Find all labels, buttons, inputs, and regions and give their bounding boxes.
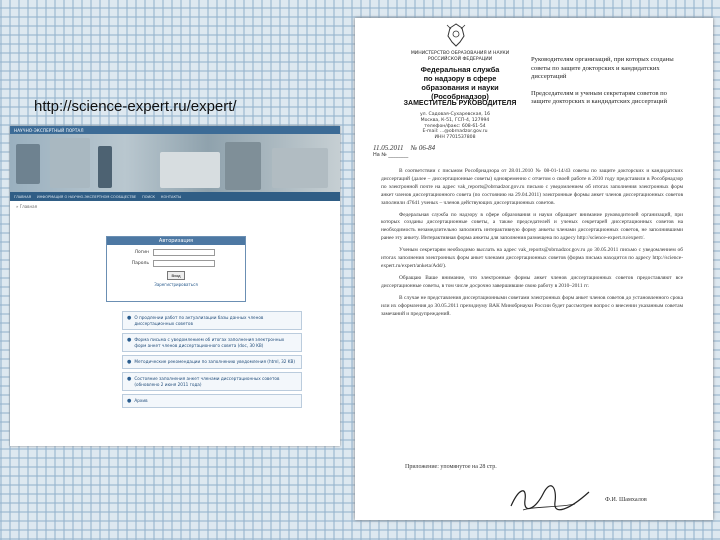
bullet-icon: ●: [127, 376, 132, 382]
bullet-icon: ●: [127, 315, 132, 321]
nav-item[interactable]: ИНФОРМАЦИЯ О НАУЧНО-ЭКСПЕРТНОМ СООБЩЕСТВЕ: [37, 194, 137, 199]
letter-date: 11.05.2011 № 06-84: [373, 144, 436, 152]
paragraph: Федеральная служба по надзору в сфере образования и науки обращает внимание руководителей организаций, при которых созданы диссертационные советы, а также председателей и ученых секретарей диссертационных советов на необходимость незамедлительно заполнить интерактивную форму анкеты членами диссертационных советов, не заполнившими ранее эту анкету. Интерактивная форма анкеты для заполнения размещена по адресу http://science-expert.ru/expert/.: [381, 211, 683, 242]
document-link[interactable]: Состояние заполнения анкет членами диссертационных советов (обновлено 2 июня 2011 года): [134, 376, 280, 387]
password-label: Пароль: [131, 261, 149, 266]
register-link[interactable]: Зарегистрироваться: [154, 282, 198, 287]
login-label: Логин: [134, 250, 149, 255]
bullet-icon: ●: [127, 359, 132, 365]
bullet-icon: ●: [127, 337, 132, 343]
website-screenshot: [10, 126, 340, 446]
login-box: [106, 236, 246, 302]
list-item[interactable]: [122, 311, 302, 330]
coat-of-arms-icon: [445, 22, 467, 48]
recipient: Председателям и ученым секретарям советов по защите докторских и кандидатских диссертаций: [531, 89, 668, 105]
signer-name: Ф.И. Шамхалов: [605, 496, 647, 503]
document-list: [122, 311, 302, 411]
list-item[interactable]: [122, 372, 302, 391]
site-nav: [10, 192, 340, 201]
url-caption: http://science-expert.ru/expert/: [34, 98, 237, 115]
recipient: Руководителям организаций, при которых созданы советы по защите докторских и кандидатских диссертаций: [531, 56, 674, 80]
document-link[interactable]: Методические рекомендации по заполнению уведомления (html, 32 KB): [134, 359, 296, 364]
list-item[interactable]: [122, 394, 302, 408]
agency-name: Федеральная служба по надзору в сфере образования и науки (Рособрнадзор): [420, 65, 500, 101]
login-button[interactable]: Вход: [167, 271, 184, 280]
login-title: Авторизация: [107, 237, 245, 245]
agency-address: ул. Садовая-Сухаревская, 16 Москва, К-51, ГСП-4, 127994 телефон/факс: 608-61-54 E-mail: ...@obrnadzor.gov.ru ИНН 7701537808: [419, 112, 491, 141]
paragraph: В соответствии с письмом Рособрнадзора от 28.01.2010 № 08-01-14/43 советы по защите докторских и кандидатских диссертаций (далее – диссертационные советы) одновременно с отчетом о своей работе в 2010 году представили в Рособрнадзор по электронной почте на адрес vak_reports@obrnadzor.gov.ru письмо с уведомлением об итогах заполнения электронных форм анкет членов диссертационного совета (по состоянию на 29.04.2011) электронные формы анкет членов диссертационных советов заполнили 47641 ученых – членов действующих диссертационных советов.: [381, 168, 683, 206]
site-header-title: НАУЧНО-ЭКСПЕРТНЫЙ ПОРТАЛ: [14, 127, 84, 133]
bullet-icon: ●: [127, 398, 132, 404]
ministry-name: МИНИСТЕРСТВО ОБРАЗОВАНИЯ И НАУКИ РОССИЙСКОЙ ФЕДЕРАЦИИ: [410, 51, 510, 62]
site-header: [10, 126, 340, 134]
document-link[interactable]: О продлении работ по актуализации базы данных членов диссертационных советов: [134, 315, 264, 326]
password-input[interactable]: [153, 260, 215, 267]
login-input[interactable]: [153, 249, 215, 256]
official-letter: [355, 18, 713, 520]
site-banner-image: [10, 134, 340, 192]
position-title: ЗАМЕСТИТЕЛЬ РУКОВОДИТЕЛЯ: [403, 100, 517, 107]
attachment-note: Приложение: упомянутое на 28 стр.: [405, 464, 497, 470]
document-link[interactable]: Архив: [134, 398, 148, 403]
list-item[interactable]: [122, 333, 302, 352]
nav-item[interactable]: КОНТАКТЫ: [161, 194, 182, 199]
nav-item[interactable]: ГЛАВНАЯ: [14, 194, 32, 199]
reference-number: На № ________: [373, 152, 409, 158]
nav-item[interactable]: ПОИСК: [142, 194, 156, 199]
list-item[interactable]: [122, 355, 302, 369]
handwritten-signature: [505, 480, 595, 516]
paragraph: Ученым секретарям необходимо выслать на адрес vak_reports@obrnadzor.gov.ru до 30.05.2011 письмо с уведомлением об итогах заполнения электронных форм анкет членами диссертационных советов (форма письма находится по адресу http://science-expert.ru/expert/anketa/Add/).: [381, 247, 683, 269]
paragraph: Обращаю Ваше внимание, что электронные формы анкет членов диссертационных советов предоставляют все диссертационные советы, в том числе досрочно завершившие свою работу в 2010–2011 гг.: [381, 274, 683, 289]
document-link[interactable]: Форма письма с уведомлением об итогах заполнения электронных форм анкет членов диссертационного совета (doc, 30 KB): [134, 337, 285, 348]
paragraph: В случае не представления диссертационными советами электронных форм анкет членов советов до установленного срока или их оформления до 30.05.2011 президиуму ВАК Минобрнауки России будет рассмотрен вопрос о внесении указанным советам замечаний и предупреждений.: [381, 294, 683, 317]
recipients: [531, 56, 681, 115]
letter-body: [381, 168, 683, 322]
breadcrumb[interactable]: » Главная: [16, 204, 37, 209]
